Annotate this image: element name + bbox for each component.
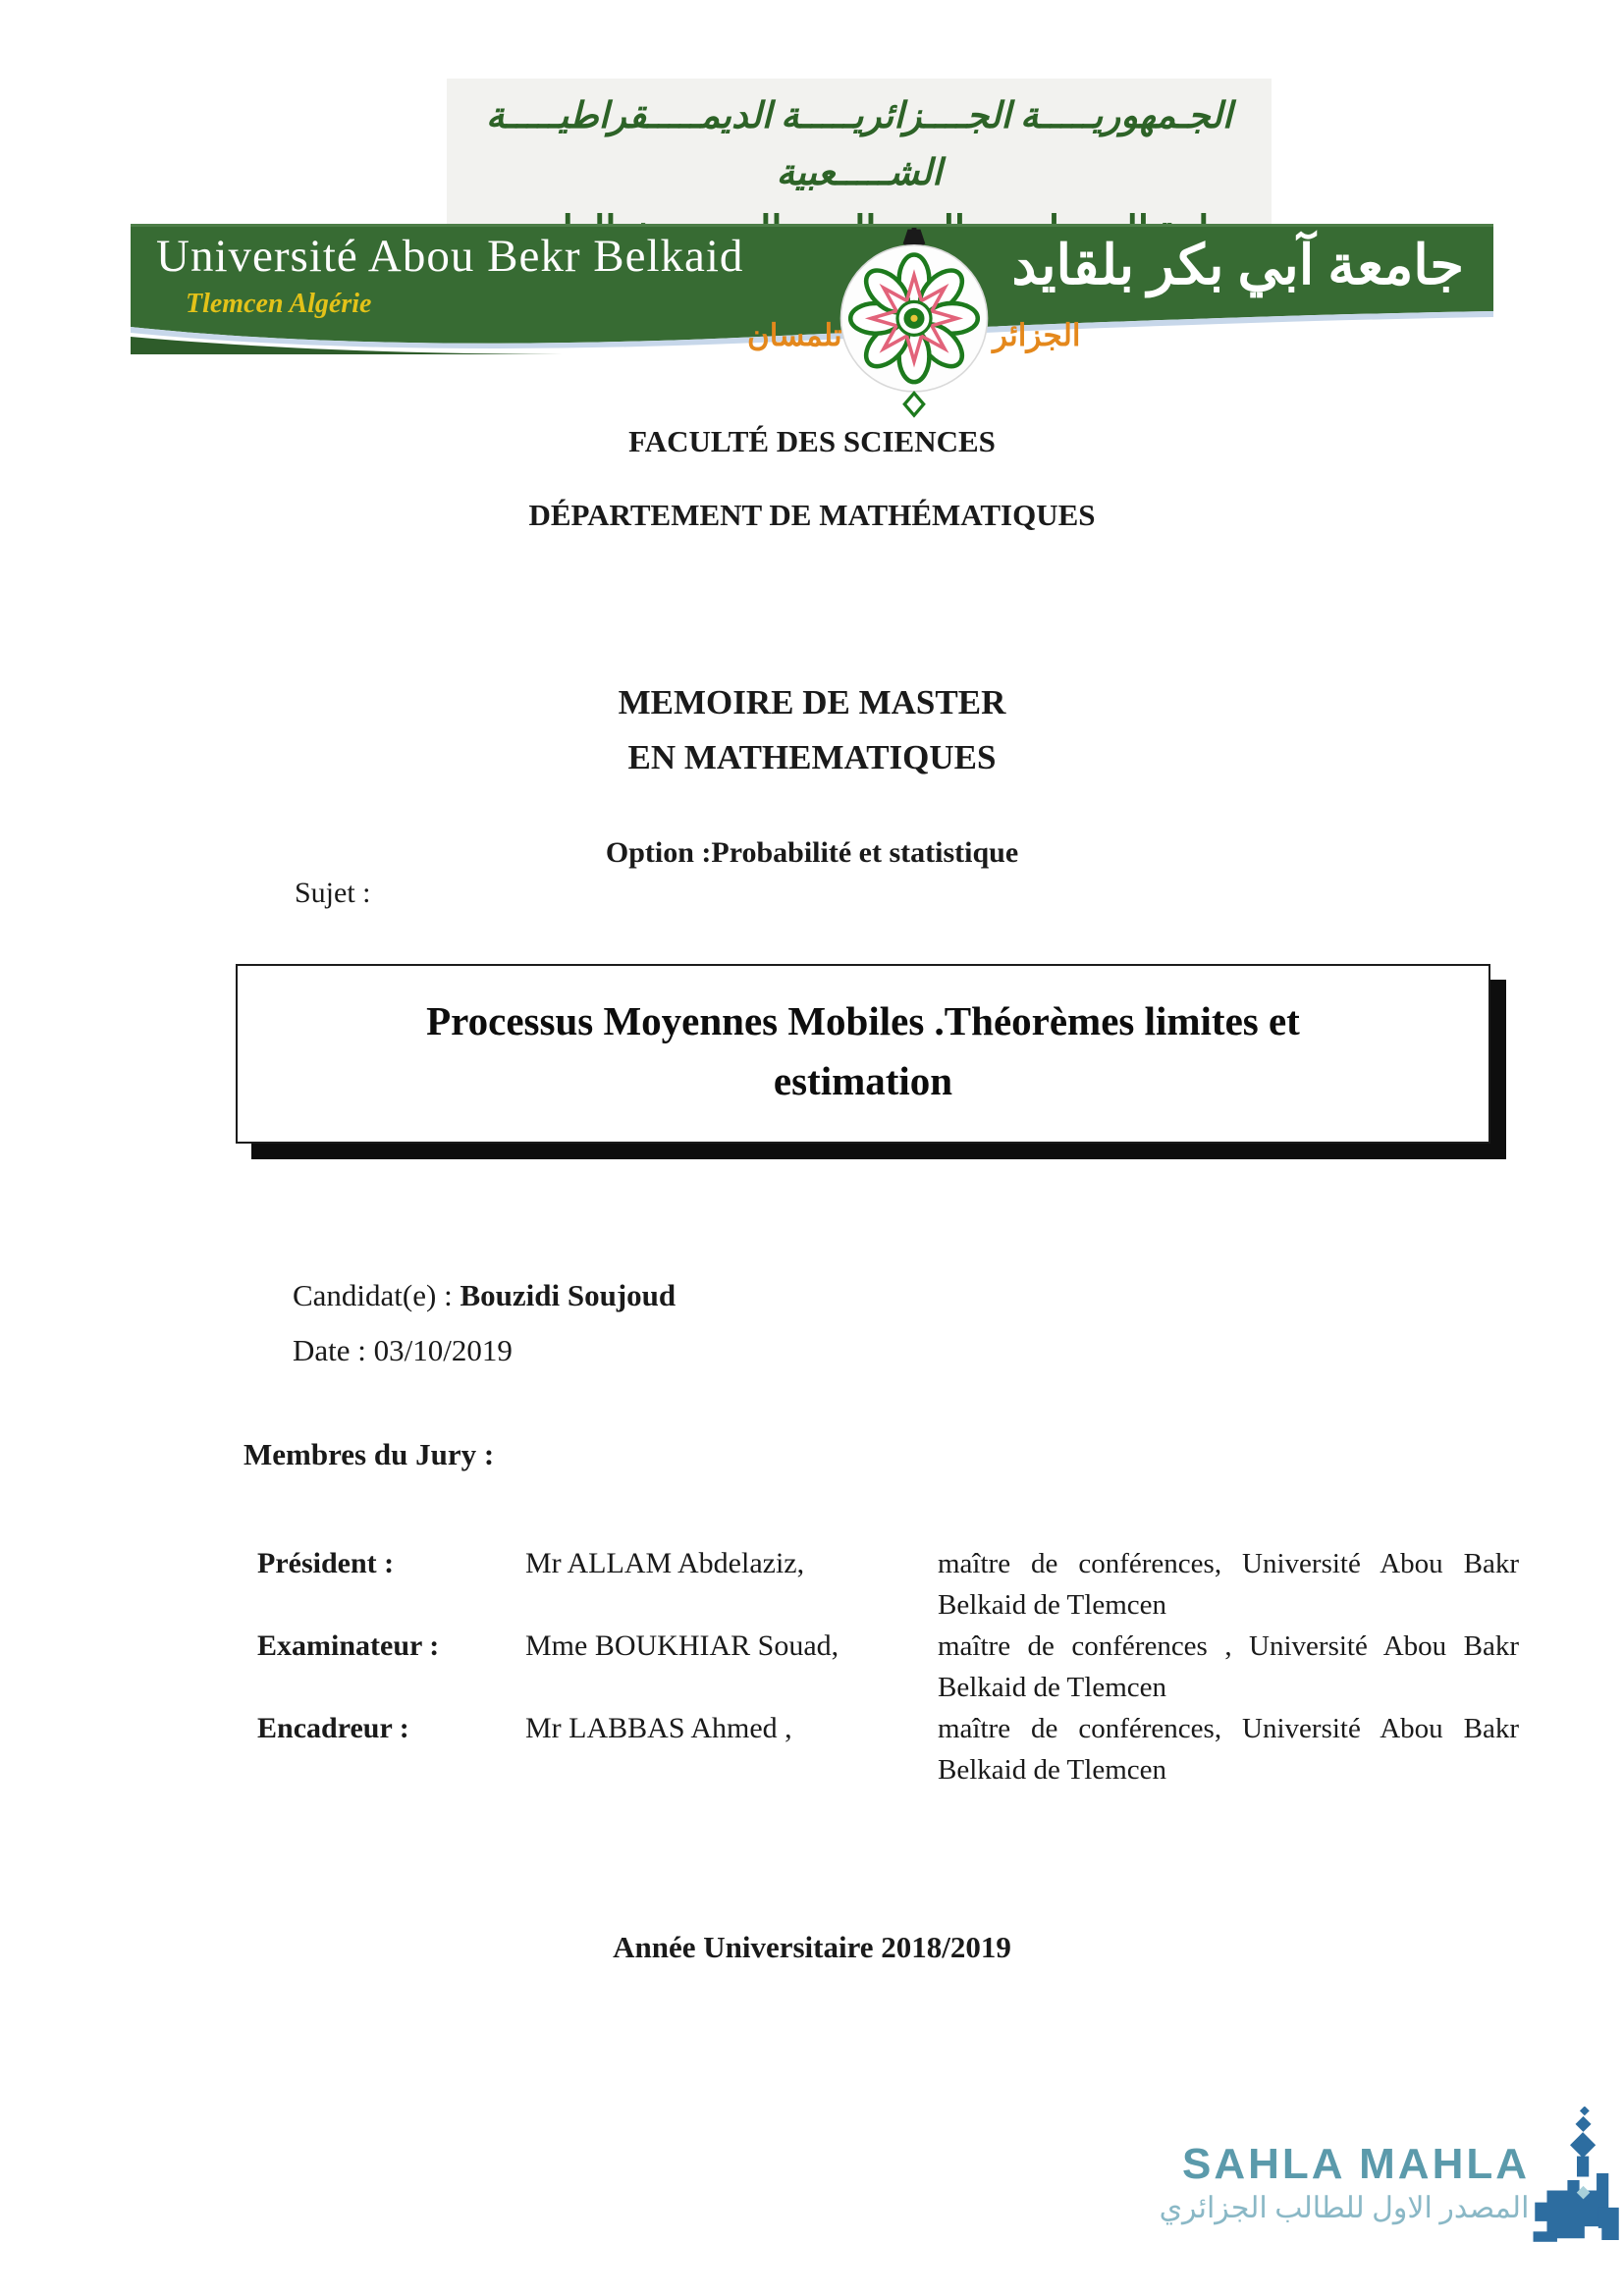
thesis-title-line2: estimation (773, 1058, 953, 1103)
university-seal-icon (835, 228, 994, 420)
jury-role: Encadreur : (257, 1712, 409, 1744)
defense-date: 03/10/2019 (373, 1333, 513, 1367)
jury-table (257, 1543, 1524, 1790)
university-name-arabic: جامعة آبي بكر بلقايد (1011, 236, 1464, 296)
department-heading: DÉPARTEMENT DE MATHÉMATIQUES (528, 498, 1096, 532)
jury-row (257, 1543, 1524, 1626)
thesis-title-line1: Processus Moyennes Mobiles .Théorèmes limites et (426, 998, 1300, 1043)
candidate-block (293, 1268, 676, 1378)
jury-member-name: Mme BOUKHIAR Souad, (525, 1629, 839, 1662)
footer-brand-logo-icon (1530, 2107, 1624, 2254)
city-arabic: تلمسان (747, 318, 842, 352)
subject-label: Sujet : (295, 877, 371, 909)
candidate-name: Bouzidi Soujoud (460, 1278, 677, 1312)
faculty-heading: FACULTÉ DES SCIENCES (628, 424, 996, 458)
university-banner (131, 224, 1493, 351)
jury-role: Examinateur : (257, 1629, 440, 1662)
country-arabic: الجزائر (993, 318, 1081, 352)
date-line (293, 1323, 676, 1378)
jury-heading: Membres du Jury : (244, 1437, 495, 1471)
jury-role: Président : (257, 1547, 395, 1579)
footer-brand (1159, 2107, 1624, 2254)
jury-row (257, 1626, 1524, 1708)
memoire-heading: MEMOIRE DE MASTER (618, 683, 1006, 721)
thesis-title-box (236, 964, 1490, 1144)
republic-line-arabic: الجـمهوريـــــة الجــــزائريـــــة الديمـــــقراطيـــــة الشـــــعبية (486, 96, 1232, 193)
footer-brand-text (1159, 2107, 1530, 2225)
university-name-latin: Université Abou Bekr Belkaid (156, 231, 744, 282)
date-label: Date : (293, 1333, 374, 1367)
academic-year: Année Universitaire 2018/2019 (613, 1930, 1011, 1964)
footer-brand-tagline: المصدر الاول للطالب الجزائري (1159, 2192, 1530, 2224)
option-line: Option :Probabilité et statistique (605, 836, 1019, 869)
footer-brand-name: SAHLA MAHLA (1182, 2140, 1530, 2188)
jury-row (257, 1708, 1524, 1790)
university-location: Tlemcen Algérie (186, 289, 372, 319)
candidate-label: Candidat(e) : (293, 1278, 460, 1312)
jury-member-affiliation: maître de conférences, Université Abou Bakr Belkaid de Tlemcen (938, 1548, 1519, 1621)
jury-member-name: Mr LABBAS Ahmed , (525, 1712, 792, 1744)
jury-member-affiliation: maître de conférences, Université Abou Bakr Belkaid de Tlemcen (938, 1713, 1519, 1786)
candidate-line (293, 1268, 676, 1323)
jury-member-affiliation: maître de conférences , Université Abou Bakr Belkaid de Tlemcen (938, 1630, 1519, 1703)
memoire-subheading: EN MATHEMATIQUES (627, 738, 997, 776)
jury-member-name: Mr ALLAM Abdelaziz, (525, 1547, 805, 1579)
